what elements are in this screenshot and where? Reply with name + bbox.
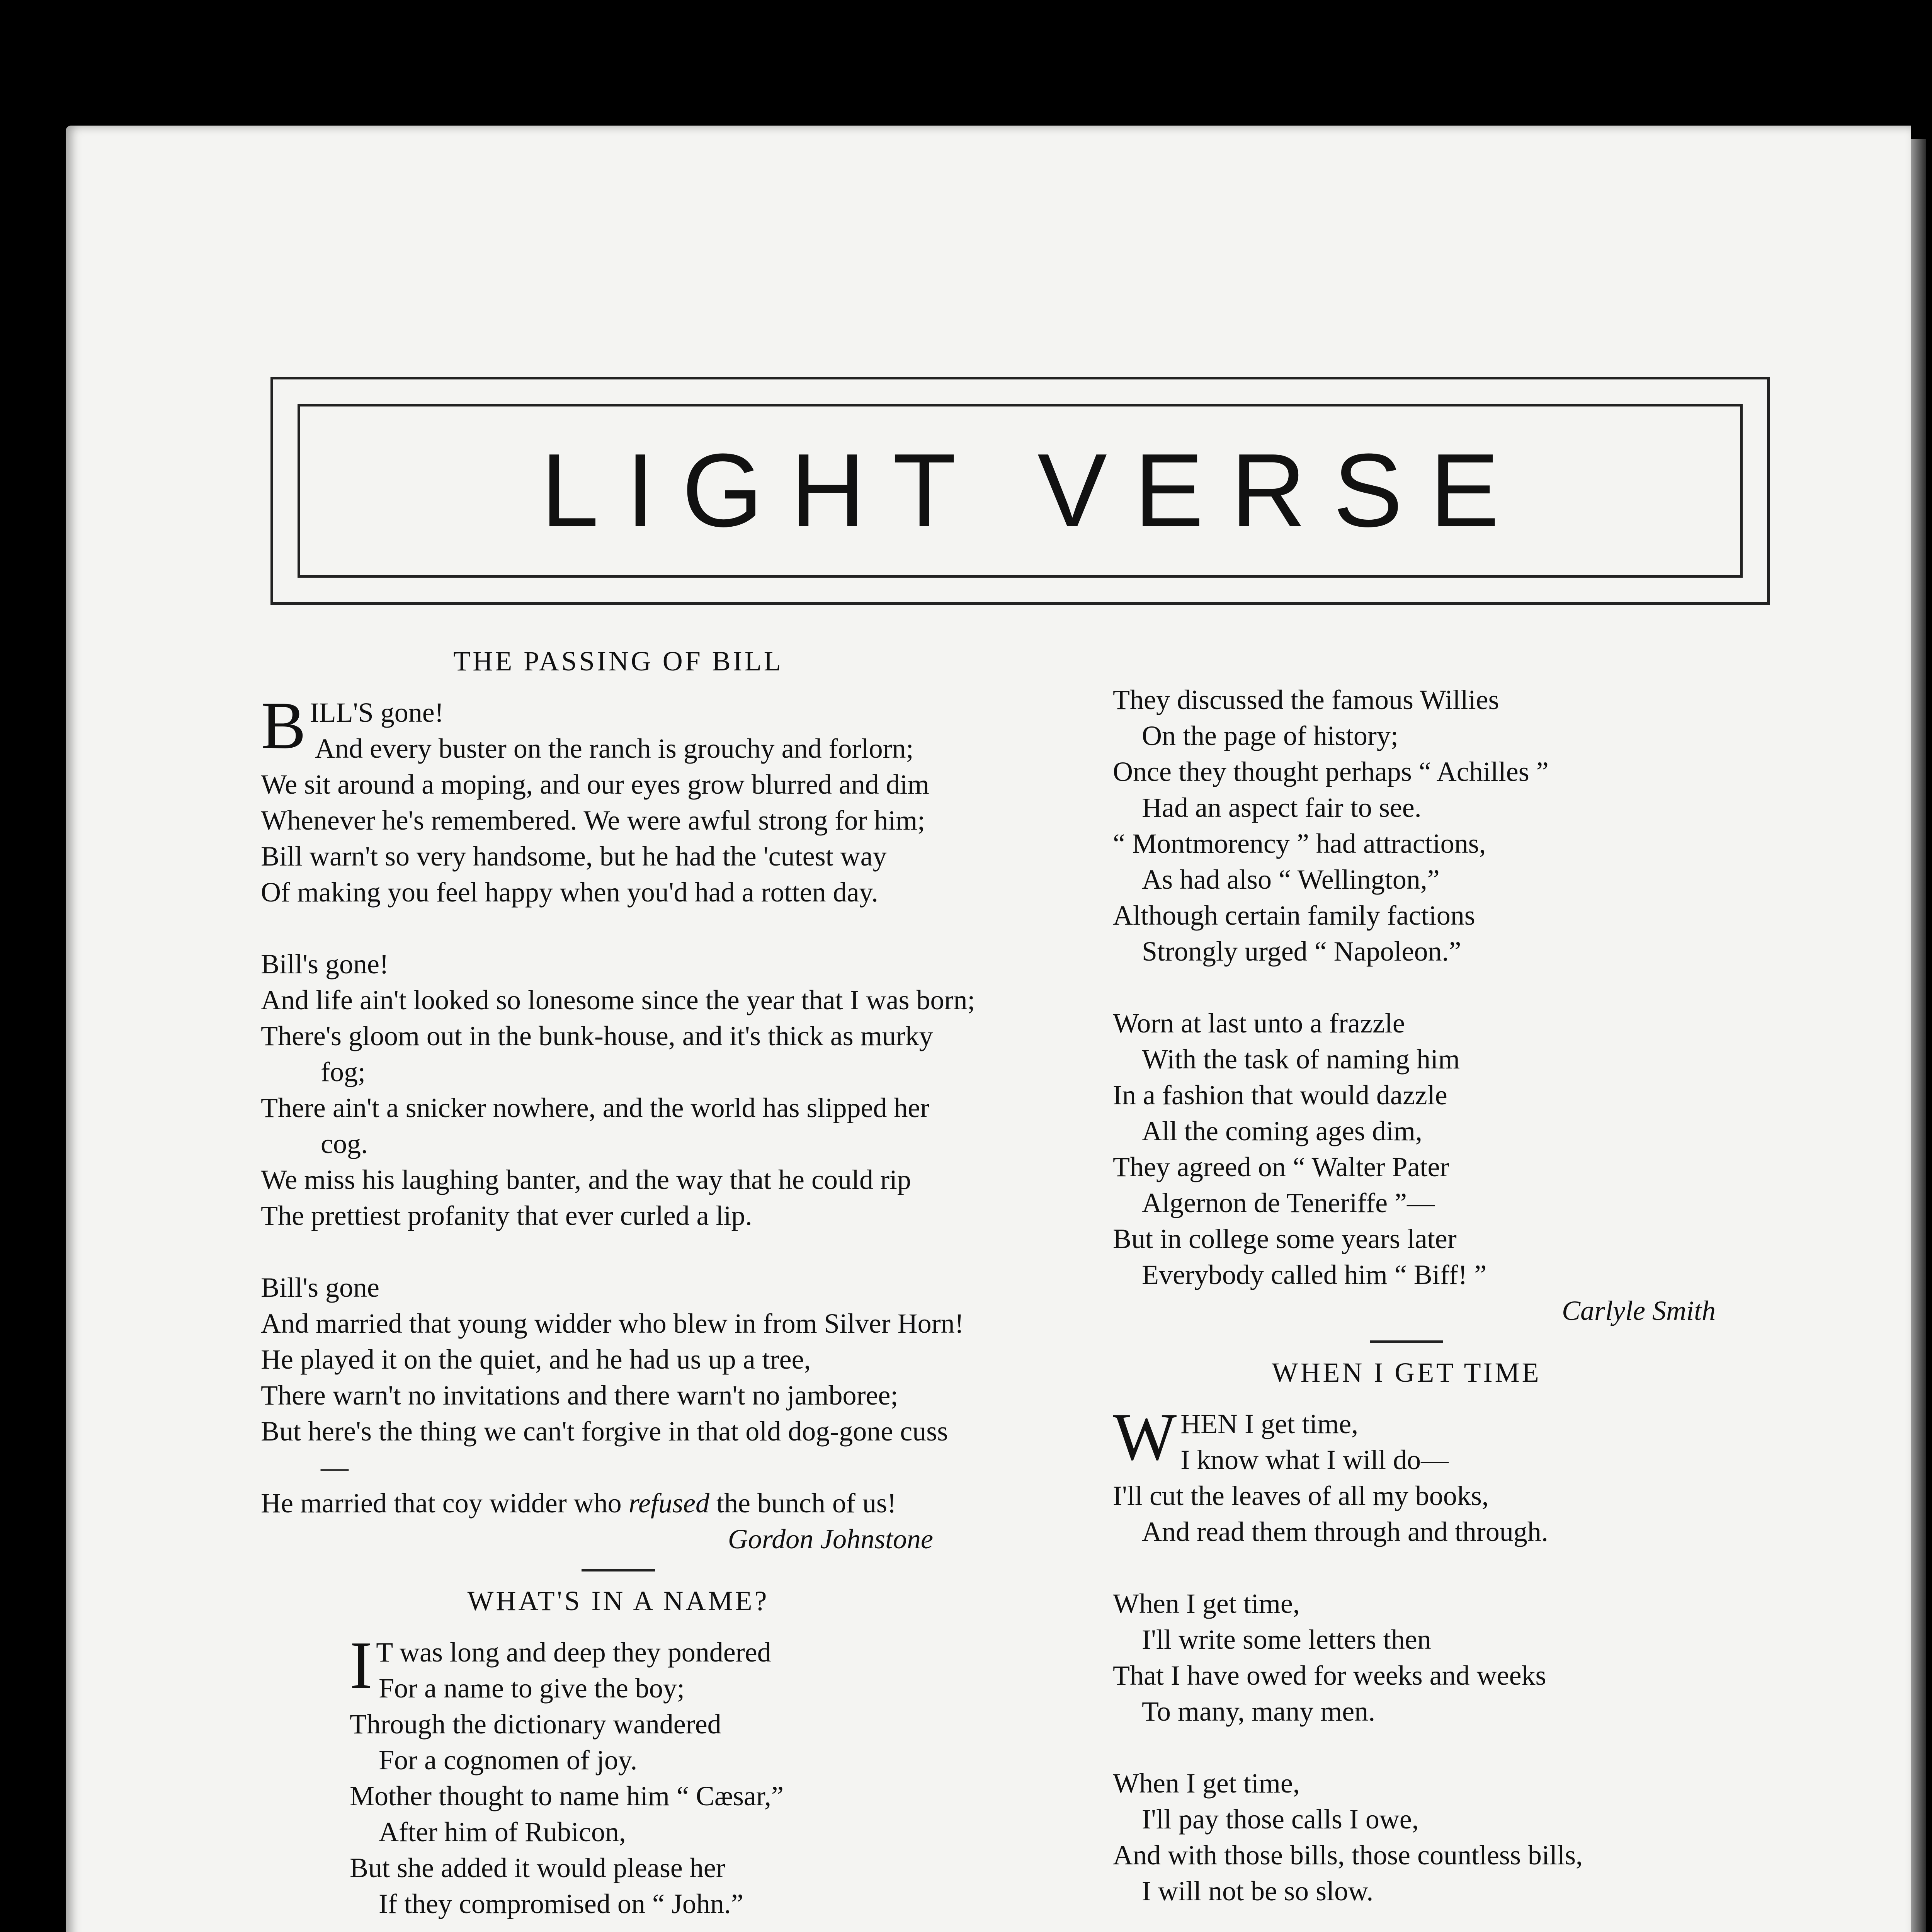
poem-line: That I have owed for weeks and weeks xyxy=(1113,1660,1546,1691)
poem-line: After him of Rubicon, xyxy=(379,1816,626,1847)
poem-line: And with those bills, those countless bills, xyxy=(1113,1840,1583,1871)
poem-line: Once they thought perhaps “ Achilles ” xyxy=(1113,756,1549,787)
poem-line: They agreed on “ Walter Pater xyxy=(1113,1151,1449,1182)
poem-line: Bill's gone xyxy=(261,1272,379,1303)
poem-line: And life ain't looked so lonesome since the year that I was born; xyxy=(261,985,975,1015)
poem-author: Carlyle Smith xyxy=(1562,1295,1716,1326)
poem-title: WHEN I GET TIME xyxy=(1272,1357,1541,1388)
poem-line: He married that coy widder who refused the bunch of us! xyxy=(261,1488,896,1519)
poem-line: Although certain family factions xyxy=(1113,900,1475,931)
next-page-edge xyxy=(1911,139,1926,1932)
poem-line: On the page of history; xyxy=(1142,720,1398,751)
poem-line: And every buster on the ranch is grouchy and forlorn; xyxy=(315,733,914,764)
poem-line: I know what I will do— xyxy=(1180,1444,1449,1475)
title-frame-inner xyxy=(298,404,1743,578)
poem-line: With the task of naming him xyxy=(1142,1044,1460,1075)
poem-author: Gordon Johnstone xyxy=(728,1524,933,1554)
poem-line: Bill warn't so very handsome, but he had the 'cutest way xyxy=(261,841,887,872)
poem-line: And married that young widder who blew in from Silver Horn! xyxy=(261,1308,964,1339)
poem-line: WHEN I get time, xyxy=(1113,1399,1359,1474)
poem-line: He played it on the quiet, and he had us up a tree, xyxy=(261,1344,811,1375)
poem-line: Had an aspect fair to see. xyxy=(1142,792,1422,823)
poem-line: Of making you feel happy when you'd had a rotten day. xyxy=(261,877,878,908)
poem-line: For a name to give the boy; xyxy=(379,1673,685,1704)
poem-line: Everybody called him “ Biff! ” xyxy=(1142,1259,1487,1290)
poem-line: I will not be so slow. xyxy=(1142,1876,1374,1906)
poem-line: Algernon de Teneriffe ”— xyxy=(1142,1187,1435,1218)
poem-line: The prettiest profanity that ever curled a lip. xyxy=(261,1200,752,1231)
poem-line: Worn at last unto a frazzle xyxy=(1113,1008,1405,1039)
poem-line: If they compromised on “ John.” xyxy=(379,1888,743,1919)
poem-title: WHAT'S IN A NAME? xyxy=(467,1585,769,1616)
poem-line: I'll cut the leaves of all my books, xyxy=(1113,1480,1489,1511)
poem-line: Whenever he's remembered. We were awful strong for him; xyxy=(261,805,925,836)
poem-body xyxy=(1113,1399,1700,1932)
poem-line: And read them through and through. xyxy=(1142,1516,1548,1547)
poem-line: Bill's gone! xyxy=(261,949,389,980)
poem-line: When I get time, xyxy=(1113,1768,1300,1799)
poem-line: As had also “ Wellington,” xyxy=(1142,864,1440,895)
poem-line: But here's the thing we can't forgive in that old dog-gone cuss— xyxy=(261,1416,948,1483)
poem-line: BILL'S gone! xyxy=(261,688,444,763)
poem-line: There warn't no invitations and there warn't no jamboree; xyxy=(261,1380,898,1411)
poem-line: When I get time, xyxy=(1113,1588,1300,1619)
poem-line: Mother thought to name him “ Cæsar,” xyxy=(350,1781,784,1811)
poem-line: They discussed the famous Willies xyxy=(1113,684,1499,715)
section-divider xyxy=(582,1569,655,1571)
poem-line: To many, many men. xyxy=(1142,1696,1376,1727)
section-divider xyxy=(1370,1340,1443,1343)
poem-body xyxy=(261,1628,976,1932)
poem-line: For a cognomen of joy. xyxy=(379,1745,638,1776)
poem-line: We sit around a moping, and our eyes grow blurred and dim xyxy=(261,769,929,800)
poem-line: There's gloom out in the bunk-house, and it's thick as murky fog; xyxy=(261,1020,933,1087)
poem-title: THE PASSING OF BILL xyxy=(453,646,783,677)
poem-line: Strongly urged “ Napoleon.” xyxy=(1142,936,1461,967)
right-column xyxy=(1113,682,1716,1932)
page-title: LIGHT VERSE xyxy=(541,432,1527,549)
poem-body xyxy=(1113,682,1700,1293)
poem-line: In a fashion that would dazzle xyxy=(1113,1080,1447,1111)
poem-line: Through the dictionary wandered xyxy=(350,1709,721,1740)
poem-line: But she added it would please her xyxy=(350,1852,725,1883)
poem-line: There ain't a snicker nowhere, and the world has slipped her cog. xyxy=(261,1092,930,1159)
drop-cap: B xyxy=(261,688,306,763)
poem-line: I T was long and deep they pondered xyxy=(350,1628,771,1702)
poem-line: But in college some years later xyxy=(1113,1223,1457,1254)
poem-line: I'll write some letters then xyxy=(1142,1624,1431,1655)
poem-line: We miss his laughing banter, and the way that he could rip xyxy=(261,1164,911,1195)
drop-cap: W xyxy=(1113,1399,1177,1474)
left-column xyxy=(261,643,976,1932)
poem-line: I'll pay those calls I owe, xyxy=(1142,1804,1419,1835)
poem-line: All the coming ages dim, xyxy=(1142,1116,1422,1146)
drop-cap: I xyxy=(350,1628,372,1702)
poem-line: “ Montmorency ” had attractions, xyxy=(1113,828,1486,859)
